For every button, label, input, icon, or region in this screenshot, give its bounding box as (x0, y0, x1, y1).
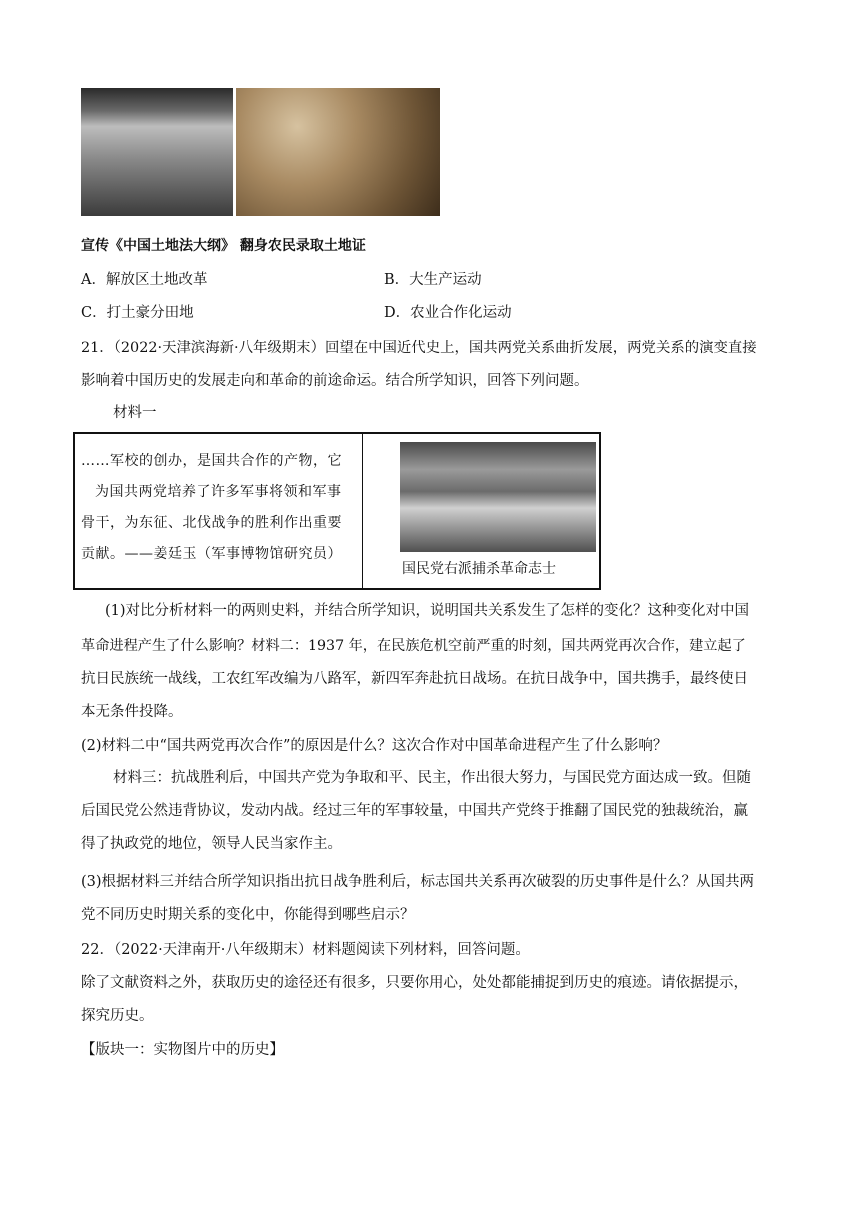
q21-stem-line1: 21．（2022·天津滨海新·八年级期末）回望在中国近代史上，国共两党关系曲折发展，两党关系的演变直接 (81, 340, 757, 356)
q21-sub1-line: 革命进程产生了什么影响？材料二：1937 年，在民族危机空前严重的时刻，国共两党再次合作，建立起了 (81, 638, 746, 654)
material1-quote-line: 骨干，为东征、北伐战争的胜利作出重要 (81, 515, 342, 531)
material3-line: 材料三：抗战胜利后，中国共产党为争取和平、民主，作出很大努力，与国民党方面达成一致。但随 (113, 770, 751, 786)
material3-line: 得了执政党的地位，领导人民当家作主。 (81, 836, 342, 852)
q21-sub3-line: 党不同历史时期关系的变化中，你能得到哪些启示？ (81, 907, 415, 923)
material1-divider (362, 434, 363, 588)
q22-intro-line: 探究历史。 (81, 1008, 154, 1024)
option-d: D．农业合作化运动 (384, 305, 512, 321)
option-c: C．打土豪分田地 (81, 305, 194, 321)
kmt-arrest-photo (400, 442, 596, 552)
q22-intro-line: 除了文献资料之外，获取历史的途径还有很多，只要你用心，处处都能捕捉到历史的痕迹。请依据提示， (81, 975, 748, 991)
material1-box (73, 432, 601, 590)
option-a: A．解放区土地改革 (81, 272, 208, 288)
q21-sub1-line: 抗日民族统一战线，工农红军改编为八路军，新四军奔赴抗日战场。在抗日战争中，国共携手，最终使日 (81, 671, 748, 687)
material1-photo-caption: 国民党右派捕杀革命志士 (402, 561, 556, 577)
option-b: B．大生产运动 (384, 272, 482, 288)
material1-quote-line: 为国共两党培养了许多军事将领和军事 (95, 484, 342, 500)
q21-sub1-line: 本无条件投降。 (81, 704, 183, 720)
q21-sub3-line: (3)根据材料三并结合所学知识指出抗日战争胜利后，标志国共关系再次破裂的历史事件是什么？从国共两 (81, 874, 755, 890)
material1-quote-line: 贡献。——姜廷玉（军事博物馆研究员） (81, 546, 342, 562)
material1-quote-line: ……军校的创办，是国共合作的产物，它 (81, 453, 342, 469)
figure-caption: 宣传《中国土地法大纲》 翻身农民录取土地证 (81, 238, 366, 254)
farmers-land-certificate-photo (236, 88, 440, 216)
q21-stem-line2: 影响着中国历史的发展走向和革命的前途命运。结合所学知识，回答下列问题。 (81, 373, 589, 389)
land-law-propaganda-photo (81, 88, 233, 216)
q21-sub1-line: (1)对比分析材料一的两则史料，并结合所学知识，说明国共关系发生了怎样的变化？这种变化对中国 (105, 603, 750, 619)
q22-section1: 【版块一：实物图片中的历史】 (81, 1042, 284, 1058)
q22-stem: 22．（2022·天津南开·八年级期末）材料题阅读下列材料，回答问题。 (81, 942, 530, 958)
q21-sub2: (2)材料二中“国共两党再次合作”的原因是什么？这次合作对中国革命进程产生了什么影响？ (81, 738, 668, 754)
material1-label: 材料一 (113, 405, 157, 421)
material3-line: 后国民党公然违背协议，发动内战。经过三年的军事较量，中国共产党终于推翻了国民党的独裁统治，赢 (81, 803, 748, 819)
